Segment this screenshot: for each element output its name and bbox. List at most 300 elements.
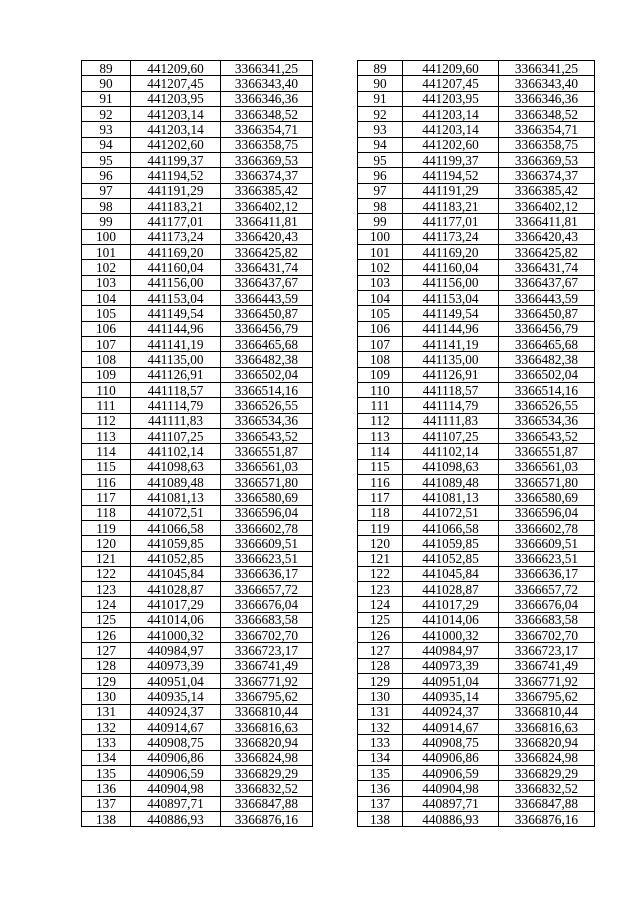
coordinates-table-body xyxy=(82,61,595,827)
right-point-number-cell: 125 xyxy=(358,612,403,627)
table-row xyxy=(82,260,595,275)
table-row xyxy=(82,674,595,689)
column-separator xyxy=(313,566,358,581)
left-y-coordinate-cell: 3366543,52 xyxy=(221,428,313,443)
left-y-coordinate-cell: 3366596,04 xyxy=(221,505,313,520)
left-point-number-cell: 107 xyxy=(82,336,131,351)
table-row xyxy=(82,720,595,735)
right-y-coordinate-cell: 3366526,55 xyxy=(499,398,595,413)
left-y-coordinate-cell: 3366741,49 xyxy=(221,658,313,673)
table-row xyxy=(82,137,595,152)
right-y-coordinate-cell: 3366343,40 xyxy=(499,76,595,91)
right-point-number-cell: 119 xyxy=(358,520,403,535)
left-y-coordinate-cell: 3366343,40 xyxy=(221,76,313,91)
left-x-coordinate-cell: 441153,04 xyxy=(131,290,221,305)
left-point-number-cell: 134 xyxy=(82,750,131,765)
table-row xyxy=(82,275,595,290)
table-row xyxy=(82,474,595,489)
left-x-coordinate-cell: 441045,84 xyxy=(131,566,221,581)
right-point-number-cell: 113 xyxy=(358,428,403,443)
table-row xyxy=(82,551,595,566)
left-point-number-cell: 137 xyxy=(82,796,131,811)
right-point-number-cell: 138 xyxy=(358,812,403,827)
table-row xyxy=(82,367,595,382)
column-separator xyxy=(313,505,358,520)
column-separator xyxy=(313,643,358,658)
left-y-coordinate-cell: 3366502,04 xyxy=(221,367,313,382)
left-x-coordinate-cell: 441089,48 xyxy=(131,474,221,489)
right-x-coordinate-cell: 441203,14 xyxy=(403,106,499,121)
right-x-coordinate-cell: 441014,06 xyxy=(403,612,499,627)
left-x-coordinate-cell: 441066,58 xyxy=(131,520,221,535)
right-point-number-cell: 96 xyxy=(358,168,403,183)
right-x-coordinate-cell: 441153,04 xyxy=(403,290,499,305)
table-row xyxy=(82,566,595,581)
table-row xyxy=(82,812,595,827)
left-point-number-cell: 124 xyxy=(82,597,131,612)
right-x-coordinate-cell: 441209,60 xyxy=(403,61,499,76)
left-y-coordinate-cell: 3366820,94 xyxy=(221,735,313,750)
right-x-coordinate-cell: 441141,19 xyxy=(403,336,499,351)
left-y-coordinate-cell: 3366358,75 xyxy=(221,137,313,152)
right-x-coordinate-cell: 441052,85 xyxy=(403,551,499,566)
right-y-coordinate-cell: 3366358,75 xyxy=(499,137,595,152)
table-row xyxy=(82,106,595,121)
left-point-number-cell: 95 xyxy=(82,152,131,167)
right-y-coordinate-cell: 3366431,74 xyxy=(499,260,595,275)
right-y-coordinate-cell: 3366561,03 xyxy=(499,459,595,474)
left-y-coordinate-cell: 3366795,62 xyxy=(221,689,313,704)
left-x-coordinate-cell: 441183,21 xyxy=(131,198,221,213)
left-x-coordinate-cell: 441149,54 xyxy=(131,306,221,321)
right-x-coordinate-cell: 441144,96 xyxy=(403,321,499,336)
right-point-number-cell: 112 xyxy=(358,413,403,428)
right-x-coordinate-cell: 440984,97 xyxy=(403,643,499,658)
right-y-coordinate-cell: 3366420,43 xyxy=(499,229,595,244)
table-row xyxy=(82,781,595,796)
left-x-coordinate-cell: 440906,59 xyxy=(131,766,221,781)
left-x-coordinate-cell: 440935,14 xyxy=(131,689,221,704)
right-x-coordinate-cell: 441017,29 xyxy=(403,597,499,612)
column-separator xyxy=(313,214,358,229)
right-x-coordinate-cell: 441072,51 xyxy=(403,505,499,520)
left-x-coordinate-cell: 441098,63 xyxy=(131,459,221,474)
table-row xyxy=(82,643,595,658)
right-point-number-cell: 132 xyxy=(358,720,403,735)
right-y-coordinate-cell: 3366580,69 xyxy=(499,490,595,505)
right-y-coordinate-cell: 3366571,80 xyxy=(499,474,595,489)
right-point-number-cell: 108 xyxy=(358,352,403,367)
right-x-coordinate-cell: 441199,37 xyxy=(403,152,499,167)
column-separator xyxy=(313,398,358,413)
right-point-number-cell: 101 xyxy=(358,244,403,259)
column-separator xyxy=(313,520,358,535)
column-separator xyxy=(313,551,358,566)
left-x-coordinate-cell: 441072,51 xyxy=(131,505,221,520)
coordinates-table xyxy=(81,60,595,827)
left-point-number-cell: 122 xyxy=(82,566,131,581)
left-x-coordinate-cell: 440951,04 xyxy=(131,674,221,689)
table-row xyxy=(82,244,595,259)
table-row xyxy=(82,520,595,535)
left-y-coordinate-cell: 3366385,42 xyxy=(221,183,313,198)
right-y-coordinate-cell: 3366402,12 xyxy=(499,198,595,213)
left-point-number-cell: 111 xyxy=(82,398,131,413)
right-x-coordinate-cell: 441114,79 xyxy=(403,398,499,413)
table-row xyxy=(82,490,595,505)
right-point-number-cell: 95 xyxy=(358,152,403,167)
left-point-number-cell: 99 xyxy=(82,214,131,229)
table-row xyxy=(82,229,595,244)
left-point-number-cell: 102 xyxy=(82,260,131,275)
left-x-coordinate-cell: 441203,95 xyxy=(131,91,221,106)
right-point-number-cell: 124 xyxy=(358,597,403,612)
column-separator xyxy=(313,490,358,505)
right-y-coordinate-cell: 3366824,98 xyxy=(499,750,595,765)
column-separator xyxy=(313,750,358,765)
right-point-number-cell: 90 xyxy=(358,76,403,91)
left-point-number-cell: 113 xyxy=(82,428,131,443)
right-y-coordinate-cell: 3366369,53 xyxy=(499,152,595,167)
right-point-number-cell: 130 xyxy=(358,689,403,704)
left-y-coordinate-cell: 3366437,67 xyxy=(221,275,313,290)
right-y-coordinate-cell: 3366385,42 xyxy=(499,183,595,198)
table-row xyxy=(82,459,595,474)
column-separator xyxy=(313,704,358,719)
right-x-coordinate-cell: 441202,60 xyxy=(403,137,499,152)
column-separator xyxy=(313,306,358,321)
left-x-coordinate-cell: 440973,39 xyxy=(131,658,221,673)
right-point-number-cell: 97 xyxy=(358,183,403,198)
table-row xyxy=(82,796,595,811)
right-x-coordinate-cell: 441191,29 xyxy=(403,183,499,198)
right-point-number-cell: 92 xyxy=(358,106,403,121)
right-y-coordinate-cell: 3366443,59 xyxy=(499,290,595,305)
left-point-number-cell: 116 xyxy=(82,474,131,489)
table-row xyxy=(82,658,595,673)
left-point-number-cell: 106 xyxy=(82,321,131,336)
column-separator xyxy=(313,781,358,796)
left-x-coordinate-cell: 441102,14 xyxy=(131,444,221,459)
table-row xyxy=(82,750,595,765)
left-x-coordinate-cell: 441209,60 xyxy=(131,61,221,76)
left-y-coordinate-cell: 3366450,87 xyxy=(221,306,313,321)
left-point-number-cell: 117 xyxy=(82,490,131,505)
right-point-number-cell: 133 xyxy=(358,735,403,750)
left-x-coordinate-cell: 441000,32 xyxy=(131,628,221,643)
table-row xyxy=(82,183,595,198)
right-x-coordinate-cell: 441107,25 xyxy=(403,428,499,443)
table-row xyxy=(82,198,595,213)
table-row xyxy=(82,336,595,351)
right-y-coordinate-cell: 3366450,87 xyxy=(499,306,595,321)
table-row xyxy=(82,536,595,551)
right-point-number-cell: 103 xyxy=(358,275,403,290)
right-x-coordinate-cell: 441149,54 xyxy=(403,306,499,321)
right-x-coordinate-cell: 441059,85 xyxy=(403,536,499,551)
right-x-coordinate-cell: 441173,24 xyxy=(403,229,499,244)
right-x-coordinate-cell: 441066,58 xyxy=(403,520,499,535)
table-row xyxy=(82,582,595,597)
column-separator xyxy=(313,290,358,305)
column-separator xyxy=(313,168,358,183)
left-y-coordinate-cell: 3366657,72 xyxy=(221,582,313,597)
left-point-number-cell: 135 xyxy=(82,766,131,781)
right-y-coordinate-cell: 3366374,37 xyxy=(499,168,595,183)
table-row xyxy=(82,413,595,428)
right-y-coordinate-cell: 3366623,51 xyxy=(499,551,595,566)
left-x-coordinate-cell: 441014,06 xyxy=(131,612,221,627)
right-x-coordinate-cell: 441102,14 xyxy=(403,444,499,459)
right-y-coordinate-cell: 3366702,70 xyxy=(499,628,595,643)
left-x-coordinate-cell: 441177,01 xyxy=(131,214,221,229)
left-point-number-cell: 130 xyxy=(82,689,131,704)
table-row xyxy=(82,290,595,305)
right-y-coordinate-cell: 3366354,71 xyxy=(499,122,595,137)
right-x-coordinate-cell: 440886,93 xyxy=(403,812,499,827)
right-point-number-cell: 129 xyxy=(358,674,403,689)
right-point-number-cell: 100 xyxy=(358,229,403,244)
right-y-coordinate-cell: 3366341,25 xyxy=(499,61,595,76)
left-point-number-cell: 90 xyxy=(82,76,131,91)
left-point-number-cell: 101 xyxy=(82,244,131,259)
right-y-coordinate-cell: 3366596,04 xyxy=(499,505,595,520)
left-y-coordinate-cell: 3366609,51 xyxy=(221,536,313,551)
right-point-number-cell: 131 xyxy=(358,704,403,719)
left-point-number-cell: 125 xyxy=(82,612,131,627)
left-point-number-cell: 119 xyxy=(82,520,131,535)
right-point-number-cell: 89 xyxy=(358,61,403,76)
right-x-coordinate-cell: 441111,83 xyxy=(403,413,499,428)
right-point-number-cell: 93 xyxy=(358,122,403,137)
left-point-number-cell: 120 xyxy=(82,536,131,551)
right-point-number-cell: 104 xyxy=(358,290,403,305)
left-x-coordinate-cell: 441199,37 xyxy=(131,152,221,167)
left-point-number-cell: 110 xyxy=(82,382,131,397)
left-y-coordinate-cell: 3366683,58 xyxy=(221,612,313,627)
left-y-coordinate-cell: 3366374,37 xyxy=(221,168,313,183)
right-point-number-cell: 122 xyxy=(358,566,403,581)
left-point-number-cell: 133 xyxy=(82,735,131,750)
left-y-coordinate-cell: 3366876,16 xyxy=(221,812,313,827)
column-separator xyxy=(313,582,358,597)
left-x-coordinate-cell: 440914,67 xyxy=(131,720,221,735)
table-row xyxy=(82,597,595,612)
left-y-coordinate-cell: 3366816,63 xyxy=(221,720,313,735)
column-separator xyxy=(313,444,358,459)
right-y-coordinate-cell: 3366657,72 xyxy=(499,582,595,597)
column-separator xyxy=(313,474,358,489)
left-y-coordinate-cell: 3366354,71 xyxy=(221,122,313,137)
left-point-number-cell: 123 xyxy=(82,582,131,597)
column-separator xyxy=(313,198,358,213)
column-separator xyxy=(313,137,358,152)
right-y-coordinate-cell: 3366636,17 xyxy=(499,566,595,581)
column-separator xyxy=(313,106,358,121)
column-separator xyxy=(313,720,358,735)
left-x-coordinate-cell: 441173,24 xyxy=(131,229,221,244)
table-row xyxy=(82,382,595,397)
right-y-coordinate-cell: 3366771,92 xyxy=(499,674,595,689)
left-y-coordinate-cell: 3366514,16 xyxy=(221,382,313,397)
right-y-coordinate-cell: 3366543,52 xyxy=(499,428,595,443)
left-point-number-cell: 91 xyxy=(82,91,131,106)
right-x-coordinate-cell: 441045,84 xyxy=(403,566,499,581)
left-x-coordinate-cell: 441202,60 xyxy=(131,137,221,152)
left-y-coordinate-cell: 3366824,98 xyxy=(221,750,313,765)
left-x-coordinate-cell: 440904,98 xyxy=(131,781,221,796)
table-row xyxy=(82,735,595,750)
right-point-number-cell: 94 xyxy=(358,137,403,152)
left-x-coordinate-cell: 441114,79 xyxy=(131,398,221,413)
right-y-coordinate-cell: 3366723,17 xyxy=(499,643,595,658)
right-y-coordinate-cell: 3366456,79 xyxy=(499,321,595,336)
right-x-coordinate-cell: 441135,00 xyxy=(403,352,499,367)
right-point-number-cell: 116 xyxy=(358,474,403,489)
left-point-number-cell: 128 xyxy=(82,658,131,673)
right-x-coordinate-cell: 441089,48 xyxy=(403,474,499,489)
right-point-number-cell: 109 xyxy=(358,367,403,382)
column-separator xyxy=(313,229,358,244)
column-separator xyxy=(313,76,358,91)
right-x-coordinate-cell: 440908,75 xyxy=(403,735,499,750)
left-x-coordinate-cell: 441107,25 xyxy=(131,428,221,443)
left-y-coordinate-cell: 3366456,79 xyxy=(221,321,313,336)
right-y-coordinate-cell: 3366795,62 xyxy=(499,689,595,704)
table-row xyxy=(82,76,595,91)
left-x-coordinate-cell: 441059,85 xyxy=(131,536,221,551)
left-point-number-cell: 105 xyxy=(82,306,131,321)
right-point-number-cell: 106 xyxy=(358,321,403,336)
right-y-coordinate-cell: 3366437,67 xyxy=(499,275,595,290)
right-x-coordinate-cell: 440935,14 xyxy=(403,689,499,704)
column-separator xyxy=(313,336,358,351)
left-x-coordinate-cell: 441141,19 xyxy=(131,336,221,351)
right-y-coordinate-cell: 3366346,36 xyxy=(499,91,595,106)
table-row xyxy=(82,91,595,106)
table-row xyxy=(82,61,595,76)
left-x-coordinate-cell: 441169,20 xyxy=(131,244,221,259)
table-row xyxy=(82,306,595,321)
right-x-coordinate-cell: 440951,04 xyxy=(403,674,499,689)
right-y-coordinate-cell: 3366810,44 xyxy=(499,704,595,719)
left-y-coordinate-cell: 3366369,53 xyxy=(221,152,313,167)
right-point-number-cell: 111 xyxy=(358,398,403,413)
right-point-number-cell: 102 xyxy=(358,260,403,275)
column-separator xyxy=(313,152,358,167)
left-x-coordinate-cell: 441126,91 xyxy=(131,367,221,382)
right-y-coordinate-cell: 3366609,51 xyxy=(499,536,595,551)
left-y-coordinate-cell: 3366443,59 xyxy=(221,290,313,305)
column-separator xyxy=(313,658,358,673)
left-point-number-cell: 97 xyxy=(82,183,131,198)
left-point-number-cell: 100 xyxy=(82,229,131,244)
left-x-coordinate-cell: 441081,13 xyxy=(131,490,221,505)
column-separator xyxy=(313,766,358,781)
left-point-number-cell: 112 xyxy=(82,413,131,428)
right-point-number-cell: 126 xyxy=(358,628,403,643)
left-x-coordinate-cell: 441028,87 xyxy=(131,582,221,597)
right-y-coordinate-cell: 3366425,82 xyxy=(499,244,595,259)
column-separator xyxy=(313,674,358,689)
right-point-number-cell: 123 xyxy=(358,582,403,597)
right-y-coordinate-cell: 3366551,87 xyxy=(499,444,595,459)
column-separator xyxy=(313,244,358,259)
left-x-coordinate-cell: 441052,85 xyxy=(131,551,221,566)
right-x-coordinate-cell: 441156,00 xyxy=(403,275,499,290)
table-row xyxy=(82,628,595,643)
column-separator xyxy=(313,413,358,428)
column-separator xyxy=(313,428,358,443)
left-point-number-cell: 89 xyxy=(82,61,131,76)
left-x-coordinate-cell: 441203,14 xyxy=(131,122,221,137)
column-separator xyxy=(313,628,358,643)
column-separator xyxy=(313,61,358,76)
left-point-number-cell: 98 xyxy=(82,198,131,213)
left-point-number-cell: 126 xyxy=(82,628,131,643)
right-point-number-cell: 128 xyxy=(358,658,403,673)
right-point-number-cell: 107 xyxy=(358,336,403,351)
left-point-number-cell: 131 xyxy=(82,704,131,719)
left-x-coordinate-cell: 441135,00 xyxy=(131,352,221,367)
column-separator xyxy=(313,321,358,336)
table-row xyxy=(82,689,595,704)
left-x-coordinate-cell: 440906,86 xyxy=(131,750,221,765)
left-y-coordinate-cell: 3366847,88 xyxy=(221,796,313,811)
table-row xyxy=(82,122,595,137)
left-point-number-cell: 132 xyxy=(82,720,131,735)
left-x-coordinate-cell: 440897,71 xyxy=(131,796,221,811)
right-x-coordinate-cell: 441207,45 xyxy=(403,76,499,91)
left-y-coordinate-cell: 3366571,80 xyxy=(221,474,313,489)
right-y-coordinate-cell: 3366514,16 xyxy=(499,382,595,397)
right-y-coordinate-cell: 3366820,94 xyxy=(499,735,595,750)
table-row xyxy=(82,214,595,229)
right-y-coordinate-cell: 3366741,49 xyxy=(499,658,595,673)
left-point-number-cell: 118 xyxy=(82,505,131,520)
left-point-number-cell: 115 xyxy=(82,459,131,474)
right-x-coordinate-cell: 441098,63 xyxy=(403,459,499,474)
right-x-coordinate-cell: 440914,67 xyxy=(403,720,499,735)
right-y-coordinate-cell: 3366683,58 xyxy=(499,612,595,627)
left-y-coordinate-cell: 3366551,87 xyxy=(221,444,313,459)
column-separator xyxy=(313,536,358,551)
left-y-coordinate-cell: 3366431,74 xyxy=(221,260,313,275)
left-y-coordinate-cell: 3366702,70 xyxy=(221,628,313,643)
left-x-coordinate-cell: 440886,93 xyxy=(131,812,221,827)
right-point-number-cell: 120 xyxy=(358,536,403,551)
right-point-number-cell: 91 xyxy=(358,91,403,106)
left-y-coordinate-cell: 3366636,17 xyxy=(221,566,313,581)
left-point-number-cell: 114 xyxy=(82,444,131,459)
table-row xyxy=(82,505,595,520)
left-point-number-cell: 129 xyxy=(82,674,131,689)
left-y-coordinate-cell: 3366771,92 xyxy=(221,674,313,689)
left-x-coordinate-cell: 440908,75 xyxy=(131,735,221,750)
column-separator xyxy=(313,612,358,627)
right-y-coordinate-cell: 3366411,81 xyxy=(499,214,595,229)
right-point-number-cell: 127 xyxy=(358,643,403,658)
right-y-coordinate-cell: 3366502,04 xyxy=(499,367,595,382)
right-x-coordinate-cell: 441203,14 xyxy=(403,122,499,137)
right-x-coordinate-cell: 441081,13 xyxy=(403,490,499,505)
left-y-coordinate-cell: 3366561,03 xyxy=(221,459,313,474)
left-point-number-cell: 138 xyxy=(82,812,131,827)
left-y-coordinate-cell: 3366829,29 xyxy=(221,766,313,781)
right-point-number-cell: 121 xyxy=(358,551,403,566)
right-x-coordinate-cell: 440897,71 xyxy=(403,796,499,811)
table-row xyxy=(82,398,595,413)
